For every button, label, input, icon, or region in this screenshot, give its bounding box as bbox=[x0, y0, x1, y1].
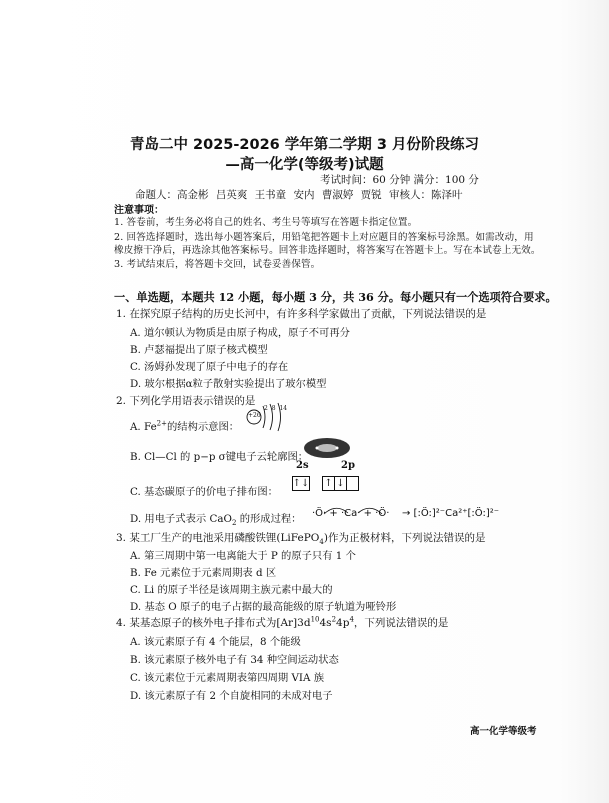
orbital-box-2p-3 bbox=[346, 476, 359, 491]
superscript: 10 bbox=[310, 615, 320, 624]
cloud-highlight bbox=[317, 444, 337, 452]
nucleus-charge: +26 bbox=[248, 412, 261, 419]
orbital-label-2p: 2p bbox=[341, 460, 355, 471]
question-3-option-a: A. 第三周期中第一电离能大于 P 的原子只有 1 个 bbox=[130, 550, 356, 562]
section-title: 一、单选题，本题共 12 小题，每小题 3 分，共 36 分。每小题只有一个选项符合要求。 bbox=[114, 290, 557, 304]
superscript: 4 bbox=[349, 615, 354, 624]
question-4-option-b: B. 该元素原子核外电子有 34 种空间运动状态 bbox=[130, 654, 339, 666]
stem-text: 4. 某基态原子的核外电子排布式为[Ar]3d bbox=[116, 617, 311, 629]
stem-text: 4p bbox=[336, 617, 350, 629]
question-4-option-a: A. 该元素原子有 4 个能层，8 个能级 bbox=[130, 636, 301, 648]
exam-info: 考试时间：60 分钟 满分：100 分 bbox=[320, 174, 479, 186]
stem-text: 4s bbox=[319, 617, 332, 629]
question-1-option-d: D. 玻尔根据α粒子散射实验提出了玻尔模型 bbox=[130, 378, 327, 390]
question-2-option-a bbox=[130, 418, 239, 433]
orbital-label-2s: 2s bbox=[296, 460, 309, 471]
cao2-lewis-left: ·Ö· + ·Ca· + ·Ö· bbox=[312, 508, 390, 519]
question-1-option-a: A. 道尔顿认为物质是由原子构成，原子不可再分 bbox=[130, 327, 350, 339]
question-2-option-d bbox=[130, 510, 301, 527]
electron-cloud-graphic bbox=[302, 436, 352, 460]
nucleus-dot bbox=[336, 447, 339, 450]
orbital-box-2p-2: ↓ bbox=[334, 476, 347, 491]
option-text: D. 用电子式表示 CaO bbox=[130, 513, 232, 525]
charge-sup: 2+ bbox=[156, 419, 167, 428]
option-text: 的形成过程： bbox=[236, 513, 302, 525]
question-4-stem bbox=[116, 615, 448, 630]
note-item: 3. 考试结束后，将答题卡交回，试卷妥善保管。 bbox=[114, 259, 321, 270]
question-2-option-b: B. Cl—Cl 的 p−p σ键电子云轮廓图： bbox=[130, 451, 309, 463]
orbital-box-2s: ↑↓ bbox=[292, 478, 310, 489]
stem-text: 3. 某工厂生产的电池采用磷酸铁锂(LiFePO bbox=[116, 532, 320, 544]
nucleus-dot bbox=[316, 447, 319, 450]
subscript: 2 bbox=[231, 519, 237, 528]
superscript: 2 bbox=[331, 615, 337, 624]
note-item: 1. 答卷前，考生务必将自己的姓名、考生号等填写在答题卡指定位置。 bbox=[114, 217, 418, 228]
question-1-option-b: B. 卢瑟福提出了原子核式模型 bbox=[130, 344, 268, 356]
stem-text: )作为正极材料，下列说法错误的是 bbox=[323, 532, 486, 544]
exam-subtitle: —高一化学(等级考)试题 bbox=[225, 157, 384, 173]
subscript: 4 bbox=[319, 538, 324, 547]
question-2-stem: 2. 下列化学用语表示错误的是 bbox=[116, 395, 256, 407]
option-text: 的结构示意图： bbox=[167, 421, 240, 433]
question-3-option-d: D. 基态 O 原子的电子占据的最高能级的原子轨道为哑铃形 bbox=[130, 601, 397, 613]
cao2-lewis-right: → [:Ö:]²⁻Ca²⁺[:Ö:]²⁻ bbox=[402, 508, 500, 519]
exam-authors: 命题人：高金彬 吕英爽 王书童 安内 曹淑婷 贾锐 审核人：陈泽叶 bbox=[135, 189, 463, 201]
page-footer: 高一化学等级考 bbox=[470, 726, 537, 737]
question-4-option-d: D. 该元素原子有 2 个自旋相同的未成对电子 bbox=[130, 690, 333, 702]
question-4-option-c: C. 该元素位于元素周期表第四周期 VIA 族 bbox=[130, 672, 324, 684]
notes-heading: 注意事项： bbox=[114, 205, 164, 216]
note-item: 2. 回答选择题时，选出每小题答案后，用铅笔把答题卡上对应题目的答案标号涂黑。如需改动，用 bbox=[114, 232, 534, 243]
question-3-stem bbox=[116, 530, 485, 546]
question-3-option-c: C. Li 的原子半径是该周期主族元素中最大的 bbox=[130, 584, 333, 596]
question-2-option-c: C. 基态碳原子的价电子排布图： bbox=[130, 486, 278, 498]
note-item: 橡皮擦干净后，再选涂其他答案标号。回答非选择题时，将答案写在答题卡上。写在本试卷上无效。 bbox=[114, 245, 541, 256]
question-1-option-c: C. 汤姆孙发现了原子中电子的存在 bbox=[130, 361, 289, 373]
question-3-option-b: B. Fe 元素位于元素周期表 d 区 bbox=[130, 567, 277, 579]
question-1-stem: 1. 在探究原子结构的历史长河中，有许多科学家做出了贡献，下列说法错误的是 bbox=[116, 308, 487, 320]
option-text: A. Fe bbox=[130, 421, 157, 433]
fe2-structure-diagram bbox=[245, 400, 290, 435]
exam-title: 青岛二中 2025-2026 学年第二学期 3 月份阶段练习 bbox=[129, 137, 479, 153]
shell-electrons: 2 8 14 bbox=[264, 405, 288, 412]
stem-text: ，下列说法错误的是 bbox=[353, 617, 449, 629]
orbital-box-2p-1: ↑ bbox=[322, 476, 335, 491]
